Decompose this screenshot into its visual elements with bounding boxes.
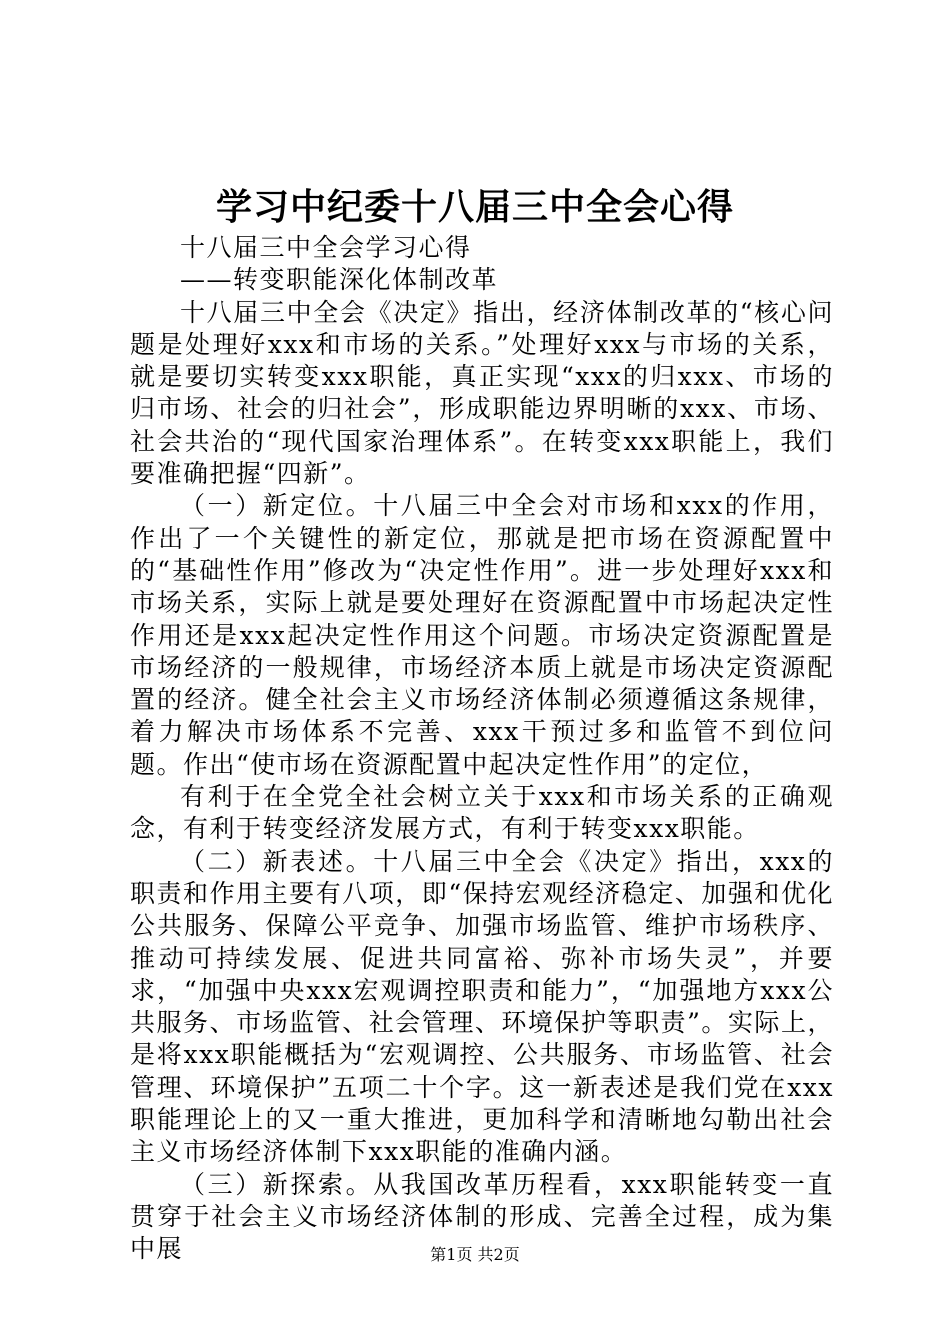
subtitle-secondary: ——转变职能深化体制改革: [180, 265, 499, 295]
page-footer: 第1页 共2页: [430, 1245, 520, 1264]
paragraph: 十八届三中全会《决定》指出，经济体制改革的“核心问题是处理好xxx和市场的关系。”处理好xxx与市场的关系，就是要切实转变xxx职能，真正实现“xxx的归xxx、市场的归市场、社会的归社会”，形成职能边界明晰的xxx、市场、社会共治的“现代国家治理体系”。在转变xxx职能上，我们要准确把握“四新”。: [130, 297, 834, 489]
paragraph: （一）新定位。十八届三中全会对市场和xxx的作用，作出了一个关键性的新定位，那就是把市场在资源配置中的“基础性作用”修改为“决定性作用”。进一步处理好xxx和市场关系，实际上就是要处理好在资源配置中市场起决定性作用还是xxx起决定性作用这个问题。市场决定资源配置是市场经济的一般规律，市场经济本质上就是市场决定资源配置的经济。健全社会主义市场经济体制必须遵循这条规律，着力解决市场体系不完善、xxx干预过多和监管不到位问题。作出“使市场在资源配置中起决定性作用”的定位，: [130, 491, 834, 779]
paragraph: 有利于在全党全社会树立关于xxx和市场关系的正确观念，有利于转变经济发展方式，有利于转变xxx职能。: [130, 782, 834, 844]
paragraph: （三）新探索。从我国改革历程看，xxx职能转变一直贯穿于社会主义市场经济体制的形成、完善全过程，成为集中展: [130, 1169, 834, 1264]
subtitle: 十八届三中全会学习心得: [180, 233, 472, 262]
document-body: [130, 232, 834, 1266]
document-title: 学习中纪委十八届三中全会心得: [215, 186, 734, 228]
paragraph: （二）新表述。十八届三中全会《决定》指出，xxx的职责和作用主要有八项，即“保持宏观经济稳定、加强和优化公共服务、保障公平竞争、加强市场监管、维护市场秩序、推动可持续发展、促进共同富裕、弥补市场失灵”，并要求，“加强中央xxx宏观调控职责和能力”，“加强地方xxx公共服务、市场监管、社会管理、环境保护等职责”。实际上，是将xxx职能概括为“宏观调控、公共服务、市场监管、社会管理、环境保护”五项二十个字。这一新表述是我们党在xxx职能理论上的又一重大推进，更加科学和清晰地勾勒出社会主义市场经济体制下xxx职能的准确内涵。: [130, 846, 834, 1167]
